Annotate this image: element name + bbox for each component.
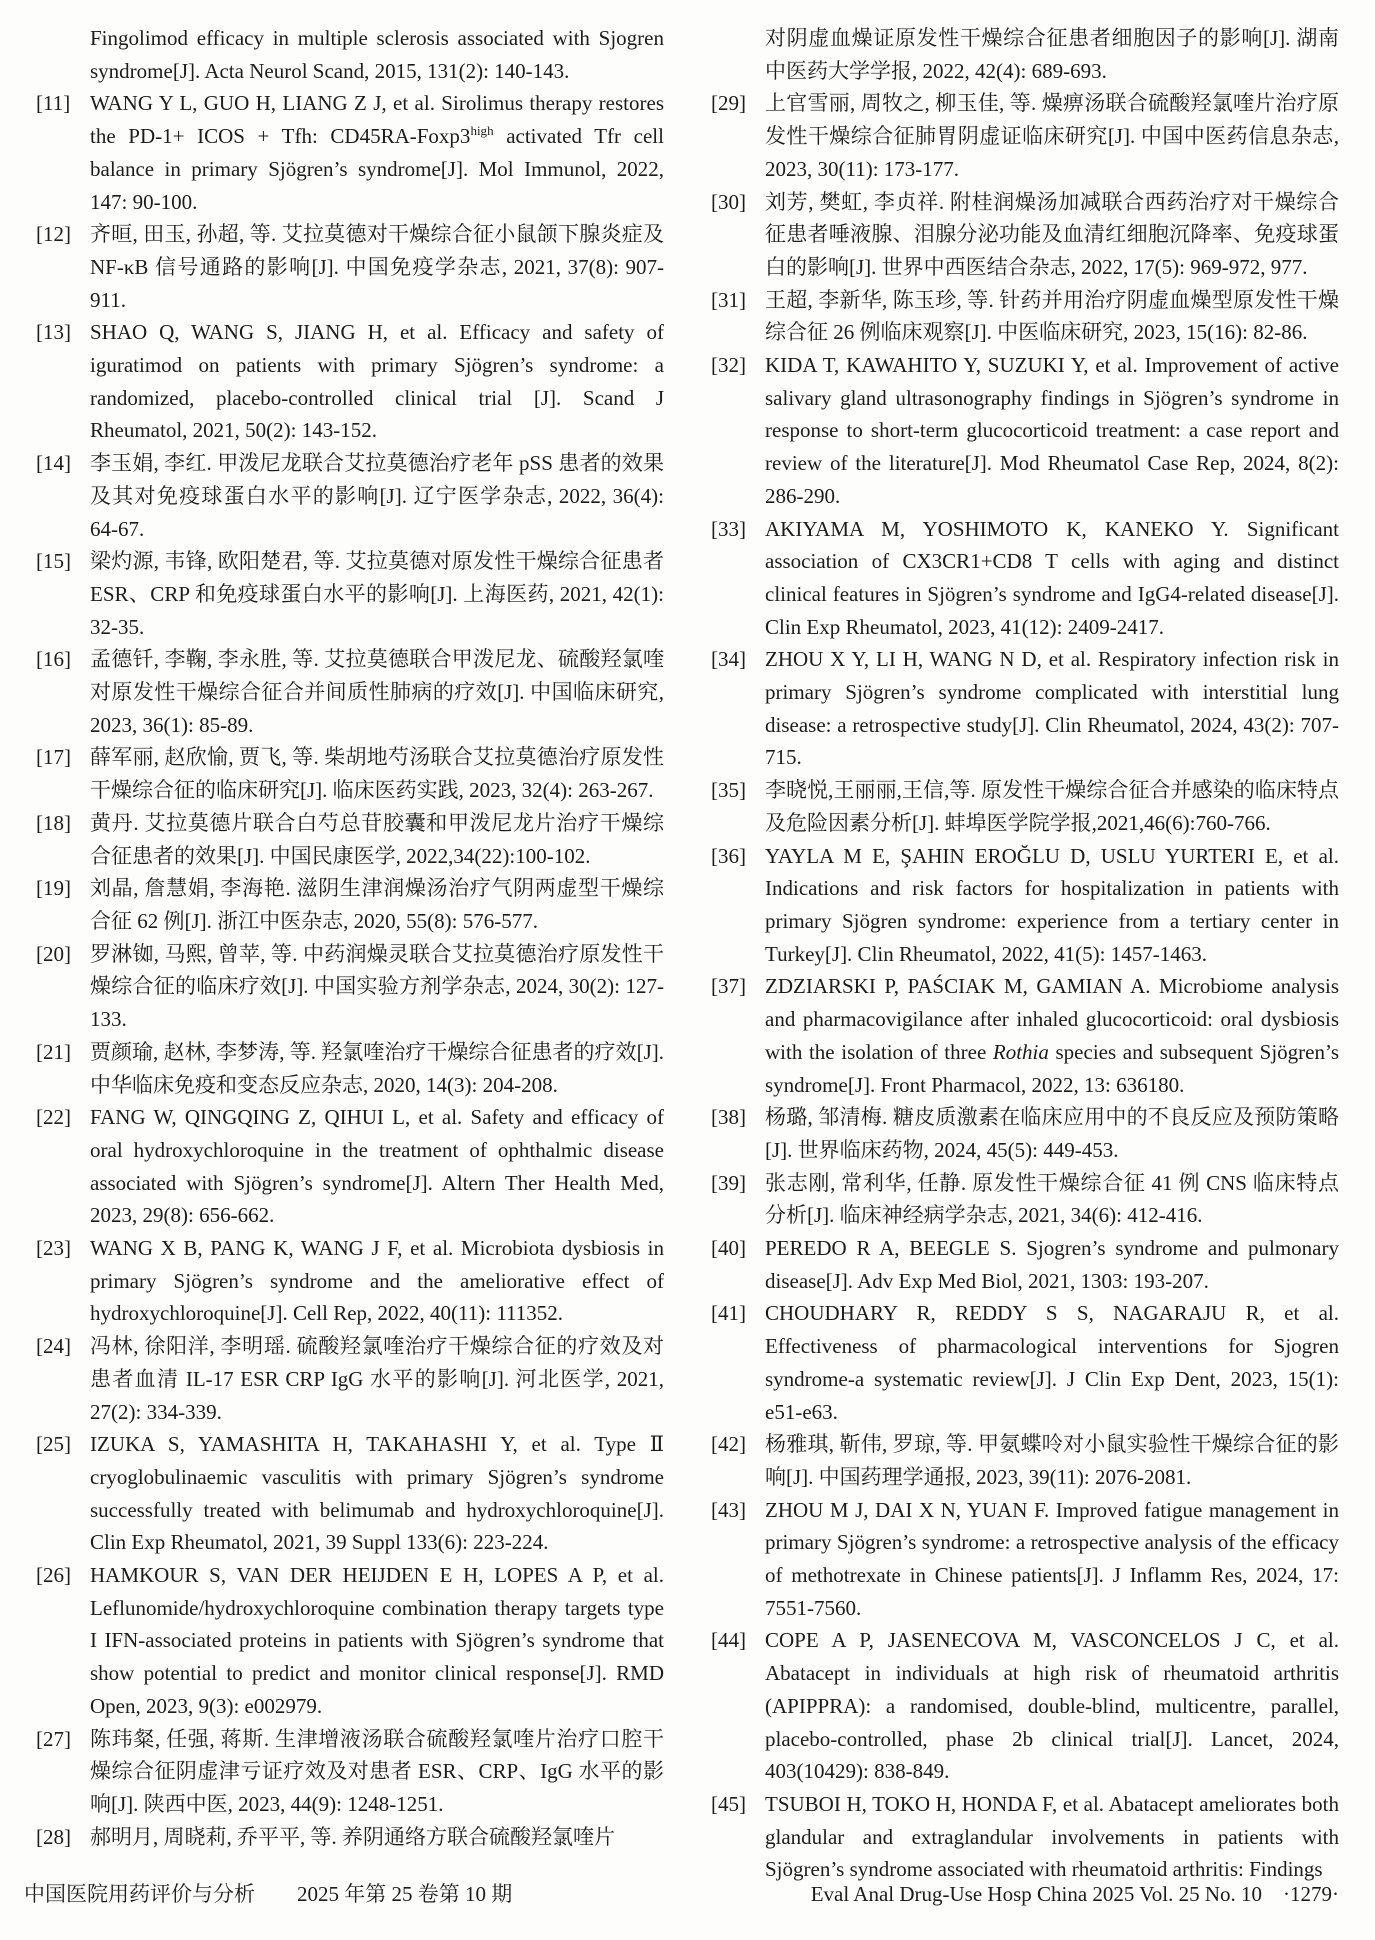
reference-text: 李玉娟, 李红. 甲泼尼龙联合艾拉莫德治疗老年 pSS 患者的效果及其对免疫球蛋白水平的影响[J]. 辽宁医学杂志, 2022, 36(4): 64-67. (90, 451, 664, 541)
reference-number: [15] (36, 549, 71, 574)
reference-item (711, 1232, 1339, 1297)
reference-number: [35] (711, 778, 746, 803)
reference-number: [20] (36, 941, 71, 966)
reference-text: HAMKOUR S, VAN DER HEIJDEN E H, LOPES A P, et al. Leflunomide/hydroxychloroquine combination therapy targets type I IFN-associated proteins in patients with Sjögren’s syndrome that show potential to predict and monitor clinical response[J]. RMD Open, 2023, 9(3): e002979. (90, 1563, 664, 1718)
reference-item (36, 22, 664, 87)
reference-text: SHAO Q, WANG S, JIANG H, et al. Efficacy and safety of iguratimod on patients with primary Sjögren’s syndrome: a randomized, placebo-controlled clinical trial [J]. Scand J Rheumatol, 2021, 50(2): 143-152. (90, 320, 664, 443)
reference-item (711, 1494, 1339, 1625)
reference-number: [11] (36, 91, 71, 116)
reference-number: [30] (711, 189, 746, 214)
reference-text: CHOUDHARY R, REDDY S S, NAGARAJU R, et al. Effectiveness of pharmacological interventions for Sjogren syndrome-a systematic review[J]. J Clin Exp Dent, 2023, 15(1): e51-e63. (765, 1301, 1339, 1424)
reference-number: [41] (711, 1301, 746, 1326)
reference-text: COPE A P, JASENECOVA M, VASCONCELOS J C, et al. Abatacept in individuals at high risk of rheumatoid arthritis (APIPPRA): a randomised, double-blind, multicentre, parallel, placebo-controlled, phase 2b clinical trial[J]. Lancet, 2024, 403(10429): 838-849. (765, 1628, 1339, 1784)
reference-item (711, 186, 1339, 284)
reference-item (36, 872, 664, 937)
reference-item (711, 513, 1339, 644)
reference-text: 刘芳, 樊虹, 李贞祥. 附桂润燥汤加减联合西药治疗对干燥综合征患者唾液腺、泪腺分泌功能及血清红细胞沉降率、免疫球蛋白的影响[J]. 世界中西医结合杂志, 2022, 17(5): 969-972, 977. (765, 189, 1339, 279)
reference-number: [37] (711, 974, 746, 999)
reference-item (36, 1036, 664, 1101)
reference-number: [25] (36, 1432, 71, 1457)
reference-item (36, 1232, 664, 1330)
reference-text: 对阴虚血燥证原发性干燥综合征患者细胞因子的影响[J]. 湖南中医药大学学报, 2022, 42(4): 689-693. (765, 26, 1339, 83)
reference-number: [43] (711, 1497, 746, 1522)
reference-number: [44] (711, 1628, 746, 1653)
reference-item (36, 545, 664, 643)
reference-item (711, 970, 1339, 1101)
reference-text: 罗淋铷, 马熙, 曾苹, 等. 中药润燥灵联合艾拉莫德治疗原发性干燥综合征的临床疗效[J]. 中国实验方剂学杂志, 2024, 30(2): 127-133. (90, 941, 664, 1032)
reference-item (711, 1788, 1339, 1886)
reference-text: AKIYAMA M, YOSHIMOTO K, KANEKO Y. Significant association of CX3CR1+CD8 T cells with aging and distinct clinical features in Sjögren’s syndrome and IgG4-related disease[J]. Clin Exp Rheumatol, 2023, 41(12): 2409-2417. (765, 516, 1339, 639)
reference-number: [28] (36, 1824, 71, 1849)
reference-text: 王超, 李新华, 陈玉珍, 等. 针药并用治疗阴虚血燥型原发性干燥综合征 26 例临床观察[J]. 中医临床研究, 2023, 15(16): 82-86. (765, 287, 1339, 345)
reference-number: [16] (36, 647, 71, 672)
reference-number: [39] (711, 1170, 746, 1195)
reference-text: 梁灼源, 韦锋, 欧阳楚君, 等. 艾拉莫德对原发性干燥综合征患者 ESR、CRP 和免疫球蛋白水平的影响[J]. 上海医药, 2021, 42(1): 32-35. (90, 549, 664, 639)
reference-item (36, 218, 664, 316)
reference-text: 李晓悦,王丽丽,王信,等. 原发性干燥综合征合并感染的临床特点及危险因素分析[J]. 蚌埠医学院学报,2021,46(6):760-766. (765, 778, 1339, 835)
reference-item (711, 774, 1339, 839)
reference-item (36, 87, 664, 218)
reference-item (36, 643, 664, 741)
reference-item (36, 1559, 664, 1723)
reference-number: [45] (711, 1791, 746, 1816)
reference-text: TSUBOI H, TOKO H, HONDA F, et al. Abatacept ameliorates both glandular and extraglandular involvements in patients with Sjögren’s syndrome associated with rheumatoid arthritis: Findings (765, 1791, 1339, 1882)
reference-text: 上官雪丽, 周牧之, 柳玉佳, 等. 燥痹汤联合硫酸羟氯喹片治疗原发性干燥综合征肺胃阴虚证临床研究[J]. 中国中医药信息杂志, 2023, 30(11): 173-177. (765, 91, 1339, 181)
reference-text: 冯林, 徐阳洋, 李明瑶. 硫酸羟氯喹治疗干燥综合征的疗效及对患者血清 IL-17 ESR CRP IgG 水平的影响[J]. 河北医学, 2021, 27(2): 334-339. (90, 1334, 664, 1424)
reference-text: 陈玮粲, 任强, 蒋斯. 生津增液汤联合硫酸羟氯喹片治疗口腔干燥综合征阴虚津亏证疗效及对患者 ESR、CRP、IgG 水平的影响[J]. 陕西中医, 2023, 44(9): 1248-1251. (90, 1726, 664, 1816)
reference-item (36, 316, 664, 447)
reference-item (36, 741, 664, 806)
references-column-right (711, 22, 1339, 1886)
reference-item (711, 643, 1339, 774)
reference-number: [33] (711, 516, 746, 541)
reference-text: 刘晶, 詹慧娟, 李海艳. 滋阴生津润燥汤治疗气阴两虚型干燥综合征 62 例[J]. 浙江中医杂志, 2020, 55(8): 576-577. (90, 876, 664, 933)
reference-text: 张志刚, 常利华, 任静. 原发性干燥综合征 41 例 CNS 临床特点分析[J]. 临床神经病学杂志, 2021, 34(6): 412-416. (765, 1170, 1339, 1228)
reference-item (711, 349, 1339, 513)
reference-text: 齐晅, 田玉, 孙超, 等. 艾拉莫德对干燥综合征小鼠颌下腺炎症及 NF-κB 信号通路的影响[J]. 中国免疫学杂志, 2021, 37(8): 907-911. (90, 222, 664, 312)
reference-item (36, 807, 664, 872)
reference-number: [23] (36, 1236, 71, 1261)
references-section (36, 22, 1339, 1886)
references-column-left (36, 22, 664, 1886)
reference-item (711, 284, 1339, 349)
reference-text: YAYLA M E, ŞAHIN EROĞLU D, USLU YURTERI E, et al. Indications and risk factors for hospitalization in patients with primary Sjögren syndrome: experience from a tertiary center in Turkey[J]. Clin Rheumatol, 2022, 41(5): 1457-1463. (765, 843, 1339, 966)
reference-text: IZUKA S, YAMASHITA H, TAKAHASHI Y, et al. Type Ⅱ cryoglobulinaemic vasculitis with primary Sjögren’s syndrome successfully treated with belimumab and hydroxychloroquine[J]. Clin Exp Rheumatol, 2021, 39 Suppl 133(6): 223-224. (90, 1432, 664, 1555)
reference-number: [40] (711, 1236, 746, 1261)
reference-number: [26] (36, 1563, 71, 1588)
reference-text: 黄丹. 艾拉莫德片联合白芍总苷胶囊和甲泼尼龙片治疗干燥综合征患者的效果[J]. 中国民康医学, 2022,34(22):100-102. (90, 810, 664, 868)
reference-number: [13] (36, 320, 71, 345)
reference-text: 薛军丽, 赵欣愉, 贾飞, 等. 柴胡地芍汤联合艾拉莫德治疗原发性干燥综合征的临床研究[J]. 临床医药实践, 2023, 32(4): 263-267. (90, 745, 664, 803)
reference-item (711, 1167, 1339, 1232)
reference-text: Fingolimod efficacy in multiple sclerosis associated with Sjogren syndrome[J]. Acta Neurol Scand, 2015, 131(2): 140-143. (90, 26, 664, 83)
reference-number: [21] (36, 1039, 71, 1064)
reference-text: ZDZIARSKI P, PAŚCIAK M, GAMIAN A. Microbiome analysis and pharmacovigilance after inhaled glucocorticoid: oral dysbiosis with the isolation of three Rothia species and subsequent Sjögren’s syndrome[J]. Front Pharmacol, 2022, 13: 636180. (765, 974, 1339, 1097)
reference-number: [24] (36, 1334, 71, 1359)
reference-item (36, 1330, 664, 1428)
reference-number: [38] (711, 1105, 746, 1130)
reference-item (711, 1624, 1339, 1788)
reference-number: [27] (36, 1726, 71, 1751)
reference-number: [29] (711, 91, 746, 116)
reference-text: 杨雅琪, 靳伟, 罗琼, 等. 甲氨蝶呤对小鼠实验性干燥综合征的影响[J]. 中国药理学通报, 2023, 39(11): 2076-2081. (765, 1432, 1339, 1489)
reference-text: WANG X B, PANG K, WANG J F, et al. Microbiota dysbiosis in primary Sjögren’s syndrome and the ameliorative effect of hydroxychloroquine[J]. Cell Rep, 2022, 40(11): 111352. (90, 1236, 664, 1326)
reference-text: 孟德钎, 李鞠, 李永胜, 等. 艾拉莫德联合甲泼尼龙、硫酸羟氯喹对原发性干燥综合征合并间质性肺病的疗效[J]. 中国临床研究, 2023, 36(1): 85-89. (90, 647, 664, 737)
reference-number: [17] (36, 745, 71, 770)
reference-text: 杨璐, 邹清梅. 糖皮质激素在临床应用中的不良反应及预防策略[J]. 世界临床药物, 2024, 45(5): 449-453. (765, 1105, 1339, 1162)
reference-item (36, 1821, 664, 1854)
reference-item (36, 447, 664, 545)
reference-text: 贾颜瑜, 赵林, 李梦涛, 等. 羟氯喹治疗干燥综合征患者的疗效[J]. 中华临床免疫和变态反应杂志, 2020, 14(3): 204-208. (90, 1039, 664, 1097)
reference-number: [14] (36, 451, 71, 476)
reference-number: [22] (36, 1105, 71, 1130)
reference-item (711, 1101, 1339, 1166)
reference-text: ZHOU X Y, LI H, WANG N D, et al. Respiratory infection risk in primary Sjögren’s syndrome complicated with interstitial lung disease: a retrospective study[J]. Clin Rheumatol, 2024, 43(2): 707-715. (765, 647, 1339, 770)
reference-text: ZHOU M J, DAI X N, YUAN F. Improved fatigue management in primary Sjögren’s syndrome: a retrospective analysis of the efficacy of methotrexate in Chinese patients[J]. J Inflamm Res, 2024, 17: 7551-7560. (765, 1497, 1339, 1620)
reference-item (711, 22, 1339, 87)
reference-number: [19] (36, 876, 71, 901)
reference-item (711, 1297, 1339, 1428)
reference-number: [31] (711, 287, 746, 312)
reference-text: KIDA T, KAWAHITO Y, SUZUKI Y, et al. Improvement of active salivary gland ultrasonography findings in Sjögren’s syndrome in response to short-term glucocorticoid treatment: a case report and review of the literature[J]. Mod Rheumatol Case Rep, 2024, 8(2): 286-290. (765, 353, 1339, 508)
reference-text: PEREDO R A, BEEGLE S. Sjogren’s syndrome and pulmonary disease[J]. Adv Exp Med Biol, 2021, 1303: 193-207. (765, 1236, 1339, 1293)
reference-text: WANG Y L, GUO H, LIANG Z J, et al. Sirolimus therapy restores the PD-1+ ICOS + Tfh: $CD45RA-Foxp3^{high}$ activated Tfr cell balance in primary Sjögren’s syndrome[J]. Mol Immunol, 2022, 147: 90-100. (90, 91, 664, 214)
reference-text: FANG W, QINGQING Z, QIHUI L, et al. Safety and efficacy of oral hydroxychloroquine in the treatment of ophthalmic disease associated with Sjögren’s syndrome[J]. Altern Ther Health Med, 2023, 29(8): 656-662. (90, 1105, 664, 1228)
reference-number: [18] (36, 810, 71, 835)
page-footer (24, 1878, 1339, 1911)
reference-item (36, 1101, 664, 1232)
reference-item (36, 1428, 664, 1559)
reference-text: 郝明月, 周晓莉, 乔平平, 等. 养阴通络方联合硫酸羟氯喹片 (90, 1824, 615, 1849)
reference-item (711, 840, 1339, 971)
reference-number: [42] (711, 1432, 746, 1457)
reference-item (711, 1428, 1339, 1493)
footer-journal-title-cn: 中国医院用药评价与分析 2025 年第 25 卷第 10 期 (24, 1882, 513, 1906)
reference-item (711, 87, 1339, 185)
reference-number: [32] (711, 353, 746, 378)
footer-journal-title-en-page-number: Eval Anal Drug-Use Hosp China 2025 Vol. 25 No. 10 ·1279· (810, 1882, 1339, 1906)
reference-item (36, 938, 664, 1036)
reference-number: [34] (711, 647, 746, 672)
reference-number: [12] (36, 222, 71, 247)
reference-number: [36] (711, 843, 746, 868)
reference-item (36, 1723, 664, 1821)
